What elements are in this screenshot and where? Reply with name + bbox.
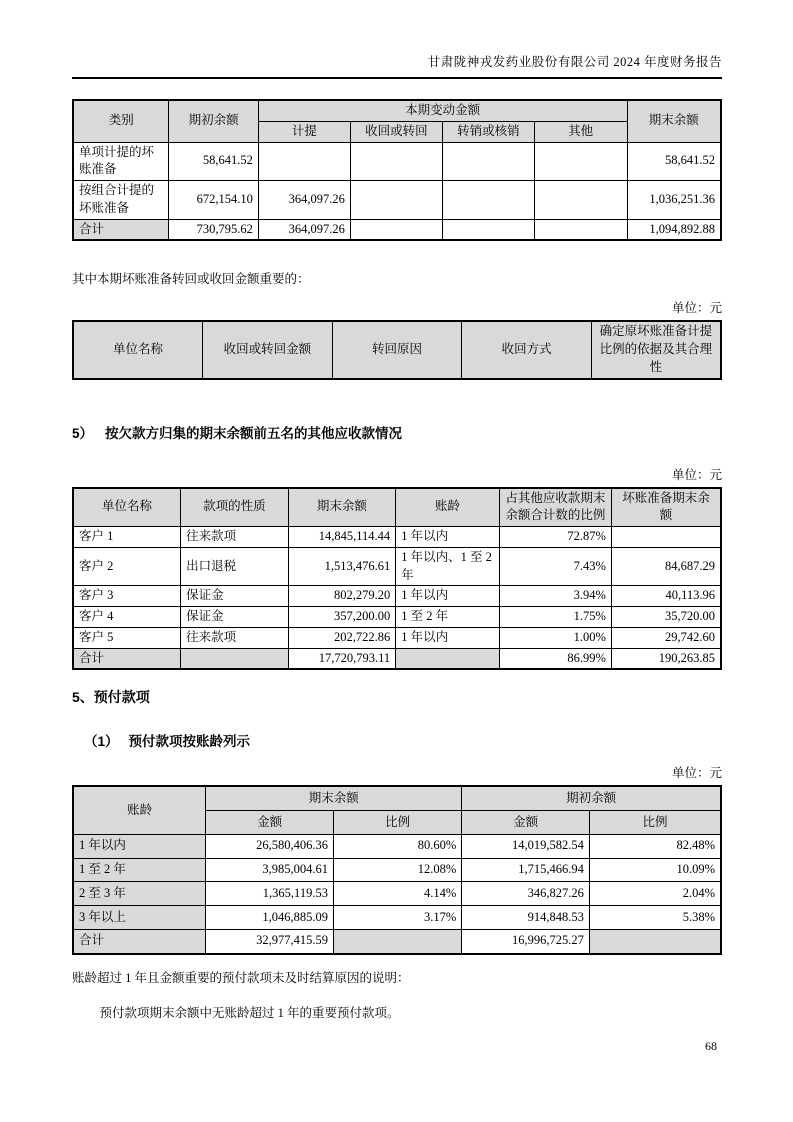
subsection-number: （1） xyxy=(84,734,119,750)
cell-value: 4.14% xyxy=(333,882,461,906)
cell-aging: 1 年以内、1 至 2 年 xyxy=(396,547,500,586)
cell-nature: 往来款项 xyxy=(181,627,289,648)
cell-value xyxy=(350,181,442,220)
table-total-row xyxy=(73,929,721,953)
cell-value: 357,200.00 xyxy=(288,607,396,628)
cell-total-label: 合计 xyxy=(73,648,181,669)
section-heading-prepayments xyxy=(72,687,722,707)
cell-customer: 客户 3 xyxy=(73,586,181,607)
cell-value: 364,097.26 xyxy=(258,181,350,220)
cell-value xyxy=(258,142,350,181)
cell-value: 29,742.60 xyxy=(611,627,721,648)
header-cell-aging: 账龄 xyxy=(396,488,500,527)
bad-debt-provision-table xyxy=(72,99,722,241)
cell-value: 1,365,119.53 xyxy=(206,882,334,906)
table-header-row xyxy=(73,100,721,121)
unit-label: 单位：元 xyxy=(671,301,722,316)
header-cell-ratio: 比例 xyxy=(333,811,461,835)
cell-nature: 保证金 xyxy=(181,607,289,628)
header-cell-bad-debt-closing: 坏账准备期末余额 xyxy=(611,488,721,527)
header-cell-basis: 确定原坏账准备计提比例的依据及其合理性 xyxy=(591,321,721,378)
table-row xyxy=(73,547,721,586)
cell-customer: 客户 5 xyxy=(73,627,181,648)
section-number: 5、 xyxy=(72,689,94,706)
header-cell-reversal-reason: 转回原因 xyxy=(332,321,462,378)
cell-value: 86.99% xyxy=(499,648,611,669)
cell-value: 72.87% xyxy=(499,527,611,548)
header-cell-closing-balance: 期末余额 xyxy=(206,786,462,810)
cell-value: 17,720,793.11 xyxy=(288,648,396,669)
cell-total-label: 合计 xyxy=(73,219,169,240)
cell-value: 5.38% xyxy=(589,906,721,930)
cell-customer: 客户 1 xyxy=(73,527,181,548)
header-cell-amount: 金额 xyxy=(462,811,590,835)
cell-value xyxy=(611,527,721,548)
cell-nature: 保证金 xyxy=(181,586,289,607)
table-row xyxy=(73,906,721,930)
cell-value xyxy=(350,219,442,240)
top5-other-receivables-table xyxy=(72,487,722,671)
cell-empty xyxy=(589,929,721,953)
header-cell-unit-name: 单位名称 xyxy=(73,321,203,378)
page-content xyxy=(72,0,722,1021)
cell-value: 1,046,885.09 xyxy=(206,906,334,930)
cell-value: 26,580,406.36 xyxy=(206,834,334,858)
header-cell-current-change: 本期变动金额 xyxy=(258,100,627,121)
cell-value: 1,036,251.36 xyxy=(627,181,721,220)
section-heading-top5 xyxy=(72,422,722,442)
table-header-row xyxy=(73,321,721,378)
cell-value: 12.08% xyxy=(333,858,461,882)
cell-value: 14,019,582.54 xyxy=(462,834,590,858)
subsection-heading-aging xyxy=(72,730,722,750)
report-title: 甘肃陇神戎发药业股份有限公司 2024 年度财务报告 xyxy=(427,55,722,69)
cell-value: 58,641.52 xyxy=(627,142,721,181)
cell-aging-label: 2 至 3 年 xyxy=(73,882,206,906)
table-row xyxy=(73,142,721,181)
cell-total-label: 合计 xyxy=(73,929,206,953)
recover-note: 其中本期坏账准备转回或收回金额重要的： xyxy=(72,272,310,287)
cell-nature: 出口退税 xyxy=(181,547,289,586)
header-cell-written-off: 转销或核销 xyxy=(442,121,534,142)
cell-value: 190,263.85 xyxy=(611,648,721,669)
recovered-bad-debt-table xyxy=(72,320,722,379)
table-row xyxy=(73,858,721,882)
cell-value: 914,848.53 xyxy=(462,906,590,930)
cell-value: 1.00% xyxy=(499,627,611,648)
cell-value xyxy=(534,142,627,181)
table-row xyxy=(73,181,721,220)
header-cell-closing-balance: 期末余额 xyxy=(288,488,396,527)
table-row xyxy=(73,627,721,648)
cell-aging: 1 至 2 年 xyxy=(396,607,500,628)
header-cell-opening-balance: 期初余额 xyxy=(462,786,721,810)
cell-aging-label: 1 至 2 年 xyxy=(73,858,206,882)
cell-value: 35,720.00 xyxy=(611,607,721,628)
cell-value: 14,845,114.44 xyxy=(288,527,396,548)
cell-aging: 1 年以内 xyxy=(396,627,500,648)
no-important-prepayment-note: 预付款项期末余额中无账龄超过 1 年的重要预付款项。 xyxy=(99,1005,400,1020)
cell-value: 1.75% xyxy=(499,607,611,628)
cell-category: 单项计提的坏账准备 xyxy=(73,142,169,181)
cell-value: 84,687.29 xyxy=(611,547,721,586)
table-header-row xyxy=(73,488,721,527)
cell-customer: 客户 2 xyxy=(73,547,181,586)
subsection-title: 预付款项按账龄列示 xyxy=(128,734,251,750)
cell-value: 40,113.96 xyxy=(611,586,721,607)
cell-value: 202,722.86 xyxy=(288,627,396,648)
header-cell-recovered: 收回或转回 xyxy=(350,121,442,142)
header-cell-category: 类别 xyxy=(73,100,169,142)
header-cell-recovery-method: 收回方式 xyxy=(462,321,592,378)
cell-value: 672,154.10 xyxy=(169,181,258,220)
prepayments-aging-table xyxy=(72,785,722,954)
header-cell-unit-name: 单位名称 xyxy=(73,488,181,527)
cell-value: 16,996,725.27 xyxy=(462,929,590,953)
cell-value: 32,977,415.59 xyxy=(206,929,334,953)
table-row xyxy=(73,882,721,906)
cell-value xyxy=(350,142,442,181)
table-total-row xyxy=(73,648,721,669)
header-cell-aging: 账龄 xyxy=(73,786,206,834)
cell-value xyxy=(442,142,534,181)
section-number: 5） xyxy=(72,425,94,441)
table-row xyxy=(73,607,721,628)
cell-value: 10.09% xyxy=(589,858,721,882)
cell-value: 1,715,466.94 xyxy=(462,858,590,882)
cell-value xyxy=(442,219,534,240)
header-cell-closing-balance: 期末余额 xyxy=(627,100,721,142)
cell-value: 82.48% xyxy=(589,834,721,858)
header-cell-nature: 款项的性质 xyxy=(181,488,289,527)
cell-nature: 往来款项 xyxy=(181,527,289,548)
cell-value: 58,641.52 xyxy=(169,142,258,181)
header-cell-percentage: 占其他应收款期末余额合计数的比例 xyxy=(499,488,611,527)
cell-value: 80.60% xyxy=(333,834,461,858)
cell-aging-label: 3 年以上 xyxy=(73,906,206,930)
cell-value: 1,513,476.61 xyxy=(288,547,396,586)
cell-empty xyxy=(181,648,289,669)
header-cell-accrual: 计提 xyxy=(258,121,350,142)
header-cell-amount: 金额 xyxy=(206,811,334,835)
table-header-row xyxy=(73,786,721,810)
cell-value: 364,097.26 xyxy=(258,219,350,240)
cell-value: 1,094,892.88 xyxy=(627,219,721,240)
table-row xyxy=(73,834,721,858)
section-title: 按欠款方归集的期末余额前五名的其他应收款情况 xyxy=(105,425,403,441)
section-title: 预付款项 xyxy=(93,689,150,706)
table-row xyxy=(73,527,721,548)
unit-label: 单位：元 xyxy=(671,766,722,781)
header-cell-other: 其他 xyxy=(534,121,627,142)
header-cell-opening-balance: 期初余额 xyxy=(169,100,258,142)
cell-empty xyxy=(396,648,500,669)
table-total-row xyxy=(73,219,721,240)
cell-value xyxy=(534,219,627,240)
cell-empty xyxy=(333,929,461,953)
cell-value xyxy=(442,181,534,220)
header-cell-recovered-amount: 收回或转回金额 xyxy=(203,321,333,378)
unit-label: 单位：元 xyxy=(671,467,722,482)
cell-aging: 1 年以内 xyxy=(396,586,500,607)
cell-value: 346,827.26 xyxy=(462,882,590,906)
header-cell-ratio: 比例 xyxy=(589,811,721,835)
cell-value: 7.43% xyxy=(499,547,611,586)
cell-value: 730,795.62 xyxy=(169,219,258,240)
table-row xyxy=(73,586,721,607)
cell-aging-label: 1 年以内 xyxy=(73,834,206,858)
header-rule xyxy=(72,77,722,79)
page-number: 68 xyxy=(705,1039,717,1053)
cell-value: 3.94% xyxy=(499,586,611,607)
cell-aging: 1 年以内 xyxy=(396,527,500,548)
cell-category: 按组合计提的坏账准备 xyxy=(73,181,169,220)
cell-value: 2.04% xyxy=(589,882,721,906)
cell-customer: 客户 4 xyxy=(73,607,181,628)
cell-value: 3.17% xyxy=(333,906,461,930)
aging-note: 账龄超过 1 年且金额重要的预付款项未及时结算原因的说明： xyxy=(72,970,410,985)
cell-value: 3,985,004.61 xyxy=(206,858,334,882)
cell-value: 802,279.20 xyxy=(288,586,396,607)
cell-value xyxy=(534,181,627,220)
